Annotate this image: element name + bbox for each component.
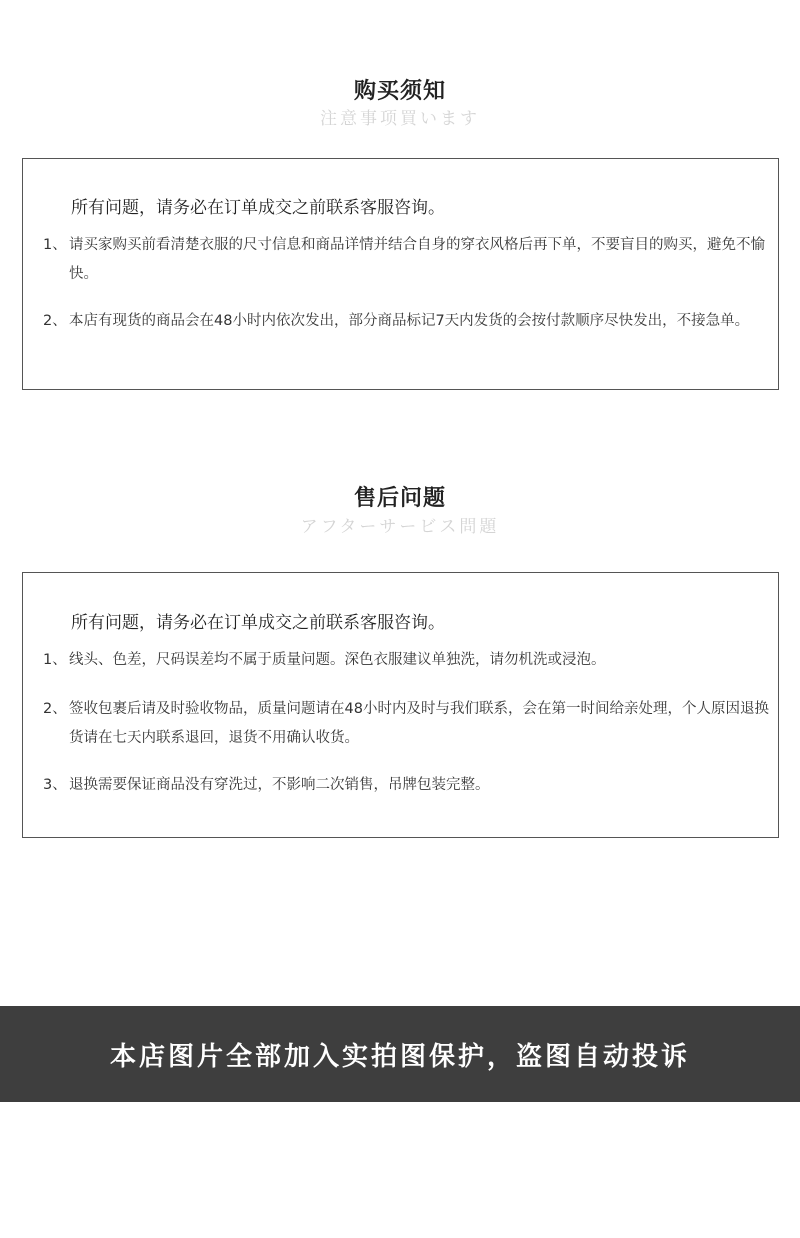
item-text: 本店有现货的商品会在48小时内依次发出，部分商品标记7天内发货的会按付款顺序尽快发出，不接急单。	[69, 313, 750, 329]
aftersale-subtitle: アフターサービス問題	[300, 517, 500, 537]
item-text: 线头、色差，尺码误差均不属于质量问题。深色衣服建议单独洗，请勿机洗或浸泡。	[69, 652, 606, 668]
item-number: 3、	[43, 777, 67, 793]
copyright-banner	[0, 1006, 800, 1102]
purchase-title: 购买须知	[353, 79, 446, 104]
item-text: 退换需要保证商品没有穿洗过，不影响二次销售，吊牌包装完整。	[69, 777, 490, 793]
item-text: 签收包裹后请及时验收物品，质量问题请在48小时内及时与我们联系，会在第一时间给亲处理，个人原因退换货请在七天内联系退回，退货不用确认收货。	[69, 701, 769, 746]
item-number: 2、	[43, 701, 67, 717]
item-number: 1、	[43, 652, 67, 668]
item-number: 1、	[43, 237, 67, 253]
purchase-box-heading: 所有问题，请务必在订单成交之前联系客服咨询。	[71, 198, 445, 218]
aftersale-notice-box	[22, 572, 779, 838]
banner-text: 本店图片全部加入实拍图保护，盗图自动投诉	[109, 1041, 690, 1072]
aftersale-list-item	[43, 695, 773, 753]
purchase-list-item	[43, 231, 773, 289]
aftersale-box-heading: 所有问题，请务必在订单成交之前联系客服咨询。	[71, 613, 445, 633]
item-number: 2、	[43, 313, 67, 329]
purchase-list-item	[43, 307, 773, 336]
aftersale-title: 售后问题	[353, 486, 446, 511]
aftersale-list-item	[43, 771, 773, 800]
aftersale-list-item	[43, 646, 773, 675]
item-text: 请买家购买前看清楚衣服的尺寸信息和商品详情并结合自身的穿衣风格后再下单，不要盲目的购买，避免不愉快。	[69, 237, 765, 282]
purchase-subtitle: 注意事项買います	[320, 109, 480, 129]
purchase-notice-box	[22, 158, 779, 390]
